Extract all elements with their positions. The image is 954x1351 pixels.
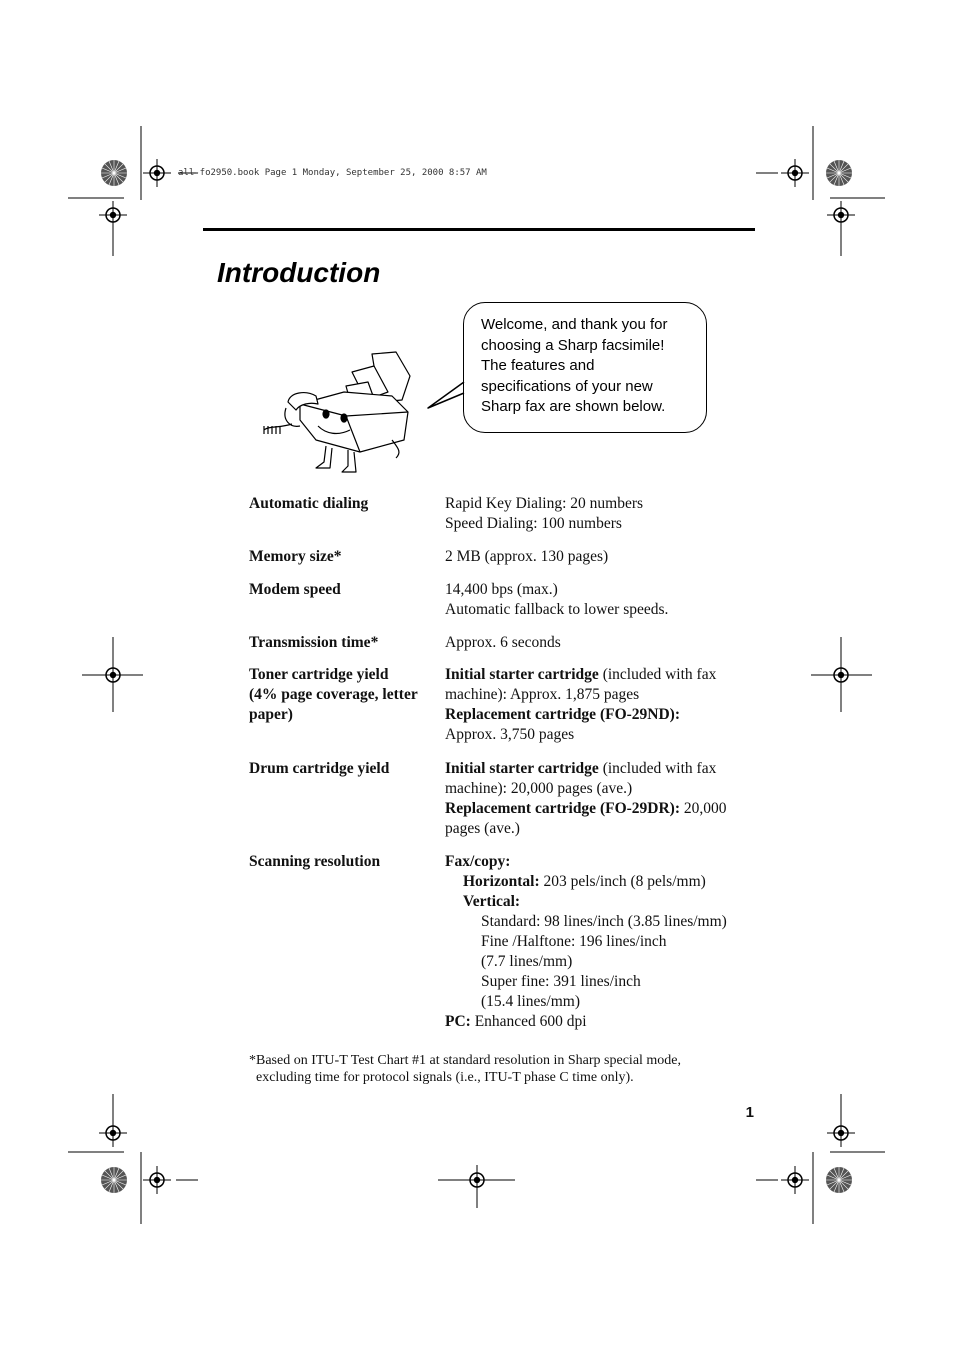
spec-text-bold: PC:	[445, 1013, 471, 1030]
spec-text-bold: Replacement cartridge (FO-29DR):	[445, 800, 680, 817]
spec-text: machine): Approx. 1,875 pages	[445, 686, 640, 703]
spec-value-transmission-time	[445, 633, 760, 653]
spec-text: (7.7 lines/mm)	[481, 953, 573, 970]
spec-text: Speed Dialing: 100 numbers	[445, 515, 622, 532]
spec-text-bold: Horizontal:	[463, 873, 540, 890]
spec-text: (included with fax	[598, 666, 717, 683]
speech-bubble-text	[481, 315, 701, 418]
spec-text: (4% page coverage, letter	[249, 686, 418, 703]
spec-text: Standard: 98 lines/inch (3.85 lines/mm)	[481, 913, 727, 930]
spec-label-drum-yield: Drum cartridge yield	[249, 760, 390, 777]
spec-text: paper)	[249, 706, 293, 723]
spec-label-automatic-dialing: Automatic dialing	[249, 495, 369, 512]
registration-star-icon	[826, 1167, 852, 1193]
registration-cross-icon	[827, 201, 855, 229]
registration-cross-icon	[781, 159, 809, 187]
registration-star-icon	[101, 160, 127, 186]
spec-text-bold: Replacement cartridge (FO-29ND):	[445, 706, 680, 723]
spec-text-bold: Vertical:	[463, 893, 521, 910]
spec-text	[445, 665, 760, 685]
spec-text-bold: Initial starter cartridge	[445, 760, 599, 777]
spec-text: Automatic fallback to lower speeds.	[445, 601, 669, 618]
title-rule	[203, 228, 755, 231]
spec-text: 14,400 bps (max.)	[445, 581, 558, 598]
bubble-line: Sharp fax are shown below.	[481, 398, 666, 415]
spec-text: machine): 20,000 pages (ave.)	[445, 780, 633, 797]
spec-label-scanning-resolution: Scanning resolution	[249, 853, 381, 870]
spec-text: 20,000	[680, 800, 727, 817]
registration-star-icon	[101, 1167, 127, 1193]
print-header-line: all-fo2950.book Page 1 Monday, September 25, 2000 8:57 AM	[178, 168, 487, 178]
registration-cross-icon	[827, 1119, 855, 1147]
bubble-line: The features and	[481, 357, 595, 374]
spec-value-modem-speed	[445, 580, 760, 620]
registration-cross-icon	[143, 1166, 171, 1194]
spec-text: Fine /Halftone: 196 lines/inch	[481, 933, 667, 950]
registration-cross-icon	[143, 159, 171, 187]
spec-text	[445, 799, 760, 819]
spec-text: pages (ave.)	[445, 820, 520, 837]
spec-text: (included with fax	[598, 760, 717, 777]
spec-label-transmission-time: Transmission time*	[249, 634, 379, 651]
spec-text	[445, 759, 760, 779]
spec-text: 2 MB (approx. 130 pages)	[445, 548, 609, 565]
spec-text: Super fine: 391 lines/inch	[481, 973, 641, 990]
spec-text: Approx. 3,750 pages	[445, 726, 575, 743]
bubble-line: specifications of your new	[481, 377, 653, 395]
bubble-line: Welcome, and thank you for	[481, 316, 668, 333]
registration-cross-icon	[99, 1119, 127, 1147]
spec-text-bold: Fax/copy:	[445, 853, 511, 870]
spec-text: Rapid Key Dialing: 20 numbers	[445, 495, 644, 512]
spec-label-memory-size: Memory size*	[249, 548, 342, 565]
spec-text	[445, 872, 760, 892]
registration-cross-icon	[781, 1166, 809, 1194]
spec-value-automatic-dialing	[445, 494, 760, 534]
spec-label-toner-yield	[249, 665, 439, 725]
spec-value-toner-yield	[445, 665, 760, 745]
bubble-line: choosing a Sharp facsimile!	[481, 336, 665, 354]
registration-cross-icon	[99, 201, 127, 229]
spec-text: 203 pels/inch (8 pels/mm)	[539, 873, 706, 890]
spec-text	[445, 1012, 760, 1032]
footnote-line: *Based on ITU-T Test Chart #1 at standard resolution in Sharp special mode,	[249, 1053, 682, 1068]
spec-text-bold: Initial starter cartridge	[445, 666, 599, 683]
spec-value-memory-size	[445, 547, 760, 567]
spec-text: Approx. 6 seconds	[445, 634, 561, 651]
spec-text: Toner cartridge yield	[249, 666, 389, 683]
spec-text: Enhanced 600 dpi	[470, 1013, 587, 1030]
fax-mascot-illustration	[264, 352, 410, 472]
footnote-line: excluding time for protocol signals (i.e., ITU-T phase C time only).	[256, 1070, 634, 1085]
footnote	[249, 1052, 769, 1086]
spec-label-modem-speed: Modem speed	[249, 581, 341, 598]
page-number: 1	[745, 1104, 754, 1121]
page-title: Introduction	[217, 257, 381, 288]
spec-text: (15.4 lines/mm)	[481, 993, 581, 1010]
spec-value-drum-yield	[445, 759, 760, 839]
spec-value-scanning-resolution	[445, 852, 760, 1032]
registration-star-icon	[826, 160, 852, 186]
